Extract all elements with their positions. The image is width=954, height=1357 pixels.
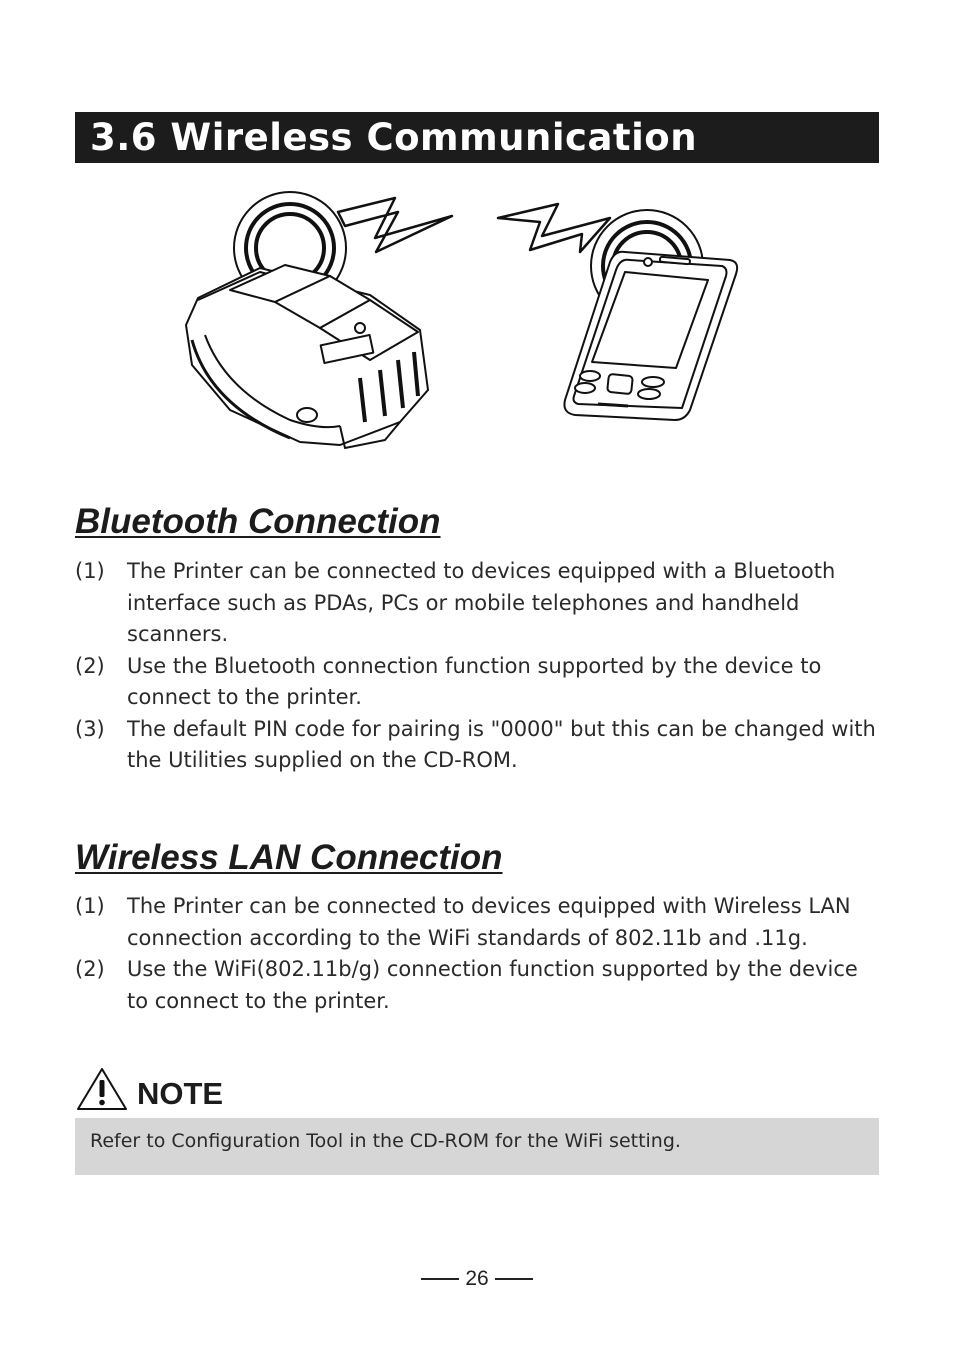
wlan-heading: Wireless LAN Connection	[75, 838, 503, 877]
section-title: 3.6 Wireless Communication	[75, 112, 879, 163]
bluetooth-list	[75, 556, 885, 777]
list-item	[75, 556, 885, 651]
item-number: (2)	[75, 957, 105, 981]
item-text: Use the WiFi(802.11b/g) connection function supported by the device to connect to the printer.	[127, 957, 858, 1013]
item-text: The default PIN code for pairing is "0000" but this can be changed with the Utilities supplied on the CD-ROM.	[127, 716, 876, 772]
note-header	[75, 1066, 375, 1110]
printer-icon	[186, 265, 428, 448]
page-number-text: 26	[465, 1267, 489, 1290]
list-item	[75, 891, 885, 954]
page-number	[0, 1267, 954, 1291]
lightning-bolt-right-icon	[498, 204, 610, 252]
list-item	[75, 714, 885, 777]
note-label: NOTE	[137, 1076, 224, 1111]
list-item	[75, 651, 885, 714]
wlan-list	[75, 891, 885, 1017]
page-number-dash-right	[495, 1278, 533, 1280]
wireless-illustration	[170, 190, 770, 460]
item-number: (1)	[75, 894, 105, 918]
bluetooth-heading: Bluetooth Connection	[75, 502, 441, 541]
item-text: Use the Bluetooth connection function supported by the device to connect to the printer.	[127, 653, 822, 709]
item-number: (1)	[75, 559, 105, 583]
warning-icon	[75, 1066, 129, 1112]
item-number: (3)	[75, 716, 105, 741]
item-text: The Printer can be connected to devices equipped with a Bluetooth interface such as PDAs, PCs or mobile telephones and handheld scanners.	[127, 559, 836, 646]
lightning-bolt-left-icon	[338, 198, 452, 252]
item-text: The Printer can be connected to devices equipped with Wireless LAN connection according to the WiFi standards of 802.11b and .11g.	[127, 894, 851, 950]
item-number: (2)	[75, 653, 105, 678]
list-item	[75, 954, 885, 1017]
handheld-pda-icon	[564, 252, 737, 420]
note-box: Refer to Configuration Tool in the CD-ROM for the WiFi setting.	[75, 1118, 879, 1175]
page-number-dash-left	[421, 1278, 459, 1280]
